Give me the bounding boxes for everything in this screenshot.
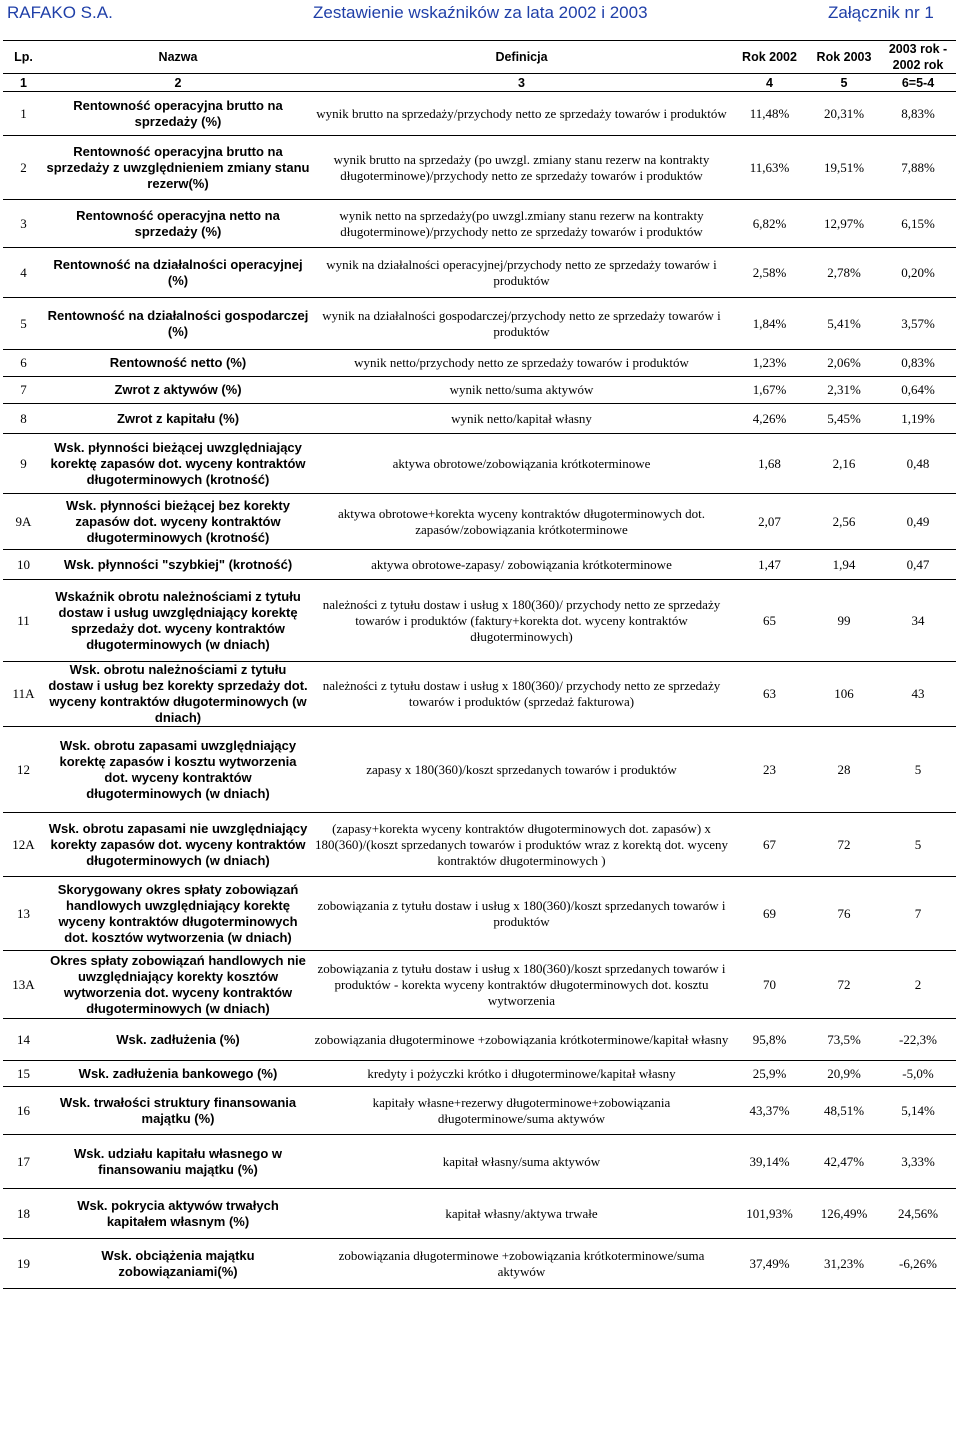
- value-2003: 99: [808, 580, 880, 662]
- value-2003: 19,51%: [808, 136, 880, 200]
- row-lp: 4: [3, 248, 44, 298]
- indicators-table: [3, 40, 956, 1289]
- indicator-definition: wynik na działalności gospodarczej/przychody netto ze sprzedaży towarów i produktów: [312, 298, 731, 350]
- table-row: [3, 494, 956, 550]
- value-2003: 2,56: [808, 494, 880, 550]
- table-row: [3, 434, 956, 494]
- indicator-definition: aktywa obrotowe+korekta wyceny kontraktów długoterminowych dot. zapasów/zobowiązania krótkoterminowe: [312, 494, 731, 550]
- table-row: [3, 1019, 956, 1061]
- value-2003: 72: [808, 813, 880, 877]
- indicator-name: Zwrot z aktywów (%): [44, 377, 312, 404]
- col-header-lp: Lp.: [3, 41, 44, 74]
- row-lp: 6: [3, 350, 44, 377]
- indicator-definition: zobowiązania z tytułu dostaw i usług x 180(360)/koszt sprzedanych towarów i produktów: [312, 877, 731, 951]
- value-diff: 34: [880, 580, 956, 662]
- value-2003: 5,45%: [808, 404, 880, 434]
- value-diff: 3,57%: [880, 298, 956, 350]
- table-row: [3, 1135, 956, 1189]
- value-diff: 0,48: [880, 434, 956, 494]
- value-2002: 63: [731, 662, 808, 727]
- indicator-definition: aktywa obrotowe/zobowiązania krótkoterminowe: [312, 434, 731, 494]
- indicator-name: Wsk. płynności bieżącej bez korekty zapasów dot. wyceny kontraktów długoterminowych (krotność): [44, 494, 312, 550]
- col-header-2002: Rok 2002: [731, 41, 808, 74]
- col-number: 3: [312, 74, 731, 92]
- value-2003: 31,23%: [808, 1239, 880, 1289]
- indicator-definition: wynik netto/suma aktywów: [312, 377, 731, 404]
- document-title: Zestawienie wskaźników za lata 2002 i 2003: [313, 3, 648, 22]
- value-2002: 1,84%: [731, 298, 808, 350]
- indicator-definition: zobowiązania długoterminowe +zobowiązania krótkoterminowe/suma aktywów: [312, 1239, 731, 1289]
- row-lp: 12: [3, 727, 44, 813]
- row-lp: 10: [3, 550, 44, 580]
- row-lp: 9: [3, 434, 44, 494]
- indicator-name: Rentowność operacyjna brutto na sprzedaży (%): [44, 92, 312, 136]
- table-row: [3, 200, 956, 248]
- value-diff: 7: [880, 877, 956, 951]
- value-2002: 23: [731, 727, 808, 813]
- indicator-definition: wynik brutto na sprzedaży/przychody netto ze sprzedaży towarów i produktów: [312, 92, 731, 136]
- value-diff: -6,26%: [880, 1239, 956, 1289]
- row-lp: 14: [3, 1019, 44, 1061]
- value-diff: 6,15%: [880, 200, 956, 248]
- indicator-name: Wskaźnik obrotu należnościami z tytułu dostaw i usług uwzględniający korektę sprzedaży dot. wyceny kontraktów długoterminowych (w dniach): [44, 580, 312, 662]
- indicator-definition: kapitał własny/aktywa trwałe: [312, 1189, 731, 1239]
- table-row: [3, 662, 956, 727]
- col-number: 1: [3, 74, 44, 92]
- value-diff: 2: [880, 951, 956, 1019]
- value-2003: 20,9%: [808, 1061, 880, 1087]
- value-2002: 65: [731, 580, 808, 662]
- table-row: [3, 404, 956, 434]
- indicator-name: Wsk. zadłużenia (%): [44, 1019, 312, 1061]
- value-2002: 37,49%: [731, 1239, 808, 1289]
- company-name: RAFAKO S.A.: [7, 3, 113, 22]
- value-2002: 69: [731, 877, 808, 951]
- value-2002: 2,58%: [731, 248, 808, 298]
- row-lp: 12A: [3, 813, 44, 877]
- table-row: [3, 377, 956, 404]
- row-lp: 13A: [3, 951, 44, 1019]
- indicator-name: Rentowność operacyjna brutto na sprzedaży z uwzględnieniem zmiany stanu rezerw(%): [44, 136, 312, 200]
- value-diff: 24,56%: [880, 1189, 956, 1239]
- value-2002: 1,67%: [731, 377, 808, 404]
- indicator-definition: wynik brutto na sprzedaży (po uwzgl. zmiany stanu rezerw na kontrakty długoterminowe)/przychody netto ze sprzedaży towarów i produktów: [312, 136, 731, 200]
- indicator-name: Wsk. trwałości struktury finansowania majątku (%): [44, 1087, 312, 1135]
- indicator-name: Rentowność netto (%): [44, 350, 312, 377]
- value-2003: 2,31%: [808, 377, 880, 404]
- value-diff: 0,49: [880, 494, 956, 550]
- value-diff: 0,83%: [880, 350, 956, 377]
- value-2002: 1,68: [731, 434, 808, 494]
- value-diff: 5,14%: [880, 1087, 956, 1135]
- value-diff: 3,33%: [880, 1135, 956, 1189]
- indicator-definition: kredyty i pożyczki krótko i długoterminowe/kapitał własny: [312, 1061, 731, 1087]
- indicator-name: Wsk. obrotu zapasami nie uwzględniający korekty zapasów dot. wyceny kontraktów długoterminowych (w dniach): [44, 813, 312, 877]
- value-2003: 76: [808, 877, 880, 951]
- value-2003: 2,16: [808, 434, 880, 494]
- table-row: [3, 951, 956, 1019]
- indicator-definition: należności z tytułu dostaw i usług x 180(360)/ przychody netto ze sprzedaży towarów i produktów (faktury+korekta dot. wyceny kontraktów długoterminowych): [312, 580, 731, 662]
- value-2002: 1,23%: [731, 350, 808, 377]
- indicator-definition: zobowiązania długoterminowe +zobowiązania krótkoterminowe/kapitał własny: [312, 1019, 731, 1061]
- col-number: 2: [44, 74, 312, 92]
- value-2002: 25,9%: [731, 1061, 808, 1087]
- indicator-name: Wsk. płynności bieżącej uwzględniający korektę zapasów dot. wyceny kontraktów długoterminowych (krotność): [44, 434, 312, 494]
- value-2003: 42,47%: [808, 1135, 880, 1189]
- column-number-row: [3, 74, 956, 92]
- row-lp: 11: [3, 580, 44, 662]
- table-row: [3, 1061, 956, 1087]
- row-lp: 17: [3, 1135, 44, 1189]
- indicator-definition: (zapasy+korekta wyceny kontraktów długoterminowych dot. zapasów) x 180(360)/(koszt sprzedanych towarów i produktów wraz z korektą dot. wyceny kontraktów długoterminowych ): [312, 813, 731, 877]
- column-header-row: [3, 41, 956, 74]
- row-lp: 1: [3, 92, 44, 136]
- value-2002: 2,07: [731, 494, 808, 550]
- indicator-name: Wsk. obrotu należnościami z tytułu dostaw i usług bez korekty sprzedaży dot. wyceny kontraktów długoterminowych (w dniach): [44, 662, 312, 727]
- indicator-name: Wsk. płynności "szybkiej" (krotność): [44, 550, 312, 580]
- col-header-diff: 2003 rok - 2002 rok: [880, 41, 956, 74]
- value-2003: 2,78%: [808, 248, 880, 298]
- value-2003: 12,97%: [808, 200, 880, 248]
- indicator-definition: wynik na działalności operacyjnej/przychody netto ze sprzedaży towarów i produktów: [312, 248, 731, 298]
- indicator-definition: kapitały własne+rezerwy długoterminowe+zobowiązania długoterminowe/suma aktywów: [312, 1087, 731, 1135]
- row-lp: 19: [3, 1239, 44, 1289]
- indicator-definition: aktywa obrotowe-zapasy/ zobowiązania krótkoterminowe: [312, 550, 731, 580]
- indicator-name: Wsk. zadłużenia bankowego (%): [44, 1061, 312, 1087]
- table-row: [3, 350, 956, 377]
- col-header-name: Nazwa: [44, 41, 312, 74]
- row-lp: 11A: [3, 662, 44, 727]
- value-2003: 2,06%: [808, 350, 880, 377]
- value-2002: 1,47: [731, 550, 808, 580]
- value-2002: 39,14%: [731, 1135, 808, 1189]
- row-lp: 15: [3, 1061, 44, 1087]
- value-diff: 43: [880, 662, 956, 727]
- value-2003: 72: [808, 951, 880, 1019]
- indicator-name: Zwrot z kapitału (%): [44, 404, 312, 434]
- col-number: 6=5-4: [880, 74, 956, 92]
- indicator-name: Okres spłaty zobowiązań handlowych nie uwzględniający korekty kosztów wytworzenia dot. wyceny kontraktów długoterminowych (w dniach): [44, 951, 312, 1019]
- value-diff: 7,88%: [880, 136, 956, 200]
- indicator-definition: zobowiązania z tytułu dostaw i usług x 180(360)/koszt sprzedanych towarów i produktów - korekta wyceny kontraktów długoterminowych dot. kosztu wytworzenia: [312, 951, 731, 1019]
- value-2003: 28: [808, 727, 880, 813]
- table-row: [3, 580, 956, 662]
- value-2003: 5,41%: [808, 298, 880, 350]
- row-lp: 5: [3, 298, 44, 350]
- row-lp: 2: [3, 136, 44, 200]
- row-lp: 8: [3, 404, 44, 434]
- indicator-name: Skorygowany okres spłaty zobowiązań handlowych uwzględniający korektę wyceny kontraktów długoterminowych dot. kosztów wytworzenia (w dniach): [44, 877, 312, 951]
- col-header-definition: Definicja: [312, 41, 731, 74]
- value-2002: 6,82%: [731, 200, 808, 248]
- value-2003: 20,31%: [808, 92, 880, 136]
- value-2003: 106: [808, 662, 880, 727]
- page-header: [0, 0, 960, 30]
- table-row: [3, 298, 956, 350]
- indicator-definition: wynik netto/kapitał własny: [312, 404, 731, 434]
- value-2002: 70: [731, 951, 808, 1019]
- value-diff: -22,3%: [880, 1019, 956, 1061]
- value-diff: 5: [880, 727, 956, 813]
- indicator-name: Rentowność na działalności gospodarczej (%): [44, 298, 312, 350]
- table-row: [3, 877, 956, 951]
- indicator-name: Rentowność operacyjna netto na sprzedaży (%): [44, 200, 312, 248]
- row-lp: 18: [3, 1189, 44, 1239]
- value-diff: 0,20%: [880, 248, 956, 298]
- indicator-definition: wynik netto na sprzedaży(po uwzgl.zmiany stanu rezerw na kontrakty długoterminowe)/przychody netto ze sprzedaży towarów i produktów: [312, 200, 731, 248]
- table-row: [3, 92, 956, 136]
- indicator-definition: kapitał własny/suma aktywów: [312, 1135, 731, 1189]
- table-row: [3, 1239, 956, 1289]
- row-lp: 13: [3, 877, 44, 951]
- value-2002: 43,37%: [731, 1087, 808, 1135]
- value-2002: 67: [731, 813, 808, 877]
- table-row: [3, 1087, 956, 1135]
- row-lp: 16: [3, 1087, 44, 1135]
- row-lp: 3: [3, 200, 44, 248]
- value-diff: 5: [880, 813, 956, 877]
- annex-label: Załącznik nr 1: [828, 3, 934, 22]
- indicator-definition: wynik netto/przychody netto ze sprzedaży towarów i produktów: [312, 350, 731, 377]
- indicator-name: Wsk. obciążenia majątku zobowiązaniami(%): [44, 1239, 312, 1289]
- col-number: 4: [731, 74, 808, 92]
- value-2002: 95,8%: [731, 1019, 808, 1061]
- table-row: [3, 136, 956, 200]
- col-number: 5: [808, 74, 880, 92]
- table-row: [3, 1189, 956, 1239]
- indicator-name: Wsk. udziału kapitału własnego w finansowaniu majątku (%): [44, 1135, 312, 1189]
- row-lp: 7: [3, 377, 44, 404]
- table-row: [3, 550, 956, 580]
- value-2002: 101,93%: [731, 1189, 808, 1239]
- value-diff: 1,19%: [880, 404, 956, 434]
- value-2003: 1,94: [808, 550, 880, 580]
- table-row: [3, 248, 956, 298]
- indicator-definition: należności z tytułu dostaw i usług x 180(360)/ przychody netto ze sprzedaży towarów i produktów (sprzedaż fakturowa): [312, 662, 731, 727]
- value-2002: 4,26%: [731, 404, 808, 434]
- value-diff: -5,0%: [880, 1061, 956, 1087]
- indicator-name: Wsk. obrotu zapasami uwzględniający korektę zapasów i kosztu wytworzenia dot. wyceny kontraktów długoterminowych (w dniach): [44, 727, 312, 813]
- indicator-definition: zapasy x 180(360)/koszt sprzedanych towarów i produktów: [312, 727, 731, 813]
- value-2002: 11,63%: [731, 136, 808, 200]
- value-2003: 48,51%: [808, 1087, 880, 1135]
- col-header-2003: Rok 2003: [808, 41, 880, 74]
- value-2003: 73,5%: [808, 1019, 880, 1061]
- table-row: [3, 727, 956, 813]
- value-diff: 8,83%: [880, 92, 956, 136]
- table-row: [3, 813, 956, 877]
- value-2002: 11,48%: [731, 92, 808, 136]
- indicator-name: Rentowność na działalności operacyjnej (%): [44, 248, 312, 298]
- value-2003: 126,49%: [808, 1189, 880, 1239]
- indicator-name: Wsk. pokrycia aktywów trwałych kapitałem własnym (%): [44, 1189, 312, 1239]
- row-lp: 9A: [3, 494, 44, 550]
- value-diff: 0,47: [880, 550, 956, 580]
- value-diff: 0,64%: [880, 377, 956, 404]
